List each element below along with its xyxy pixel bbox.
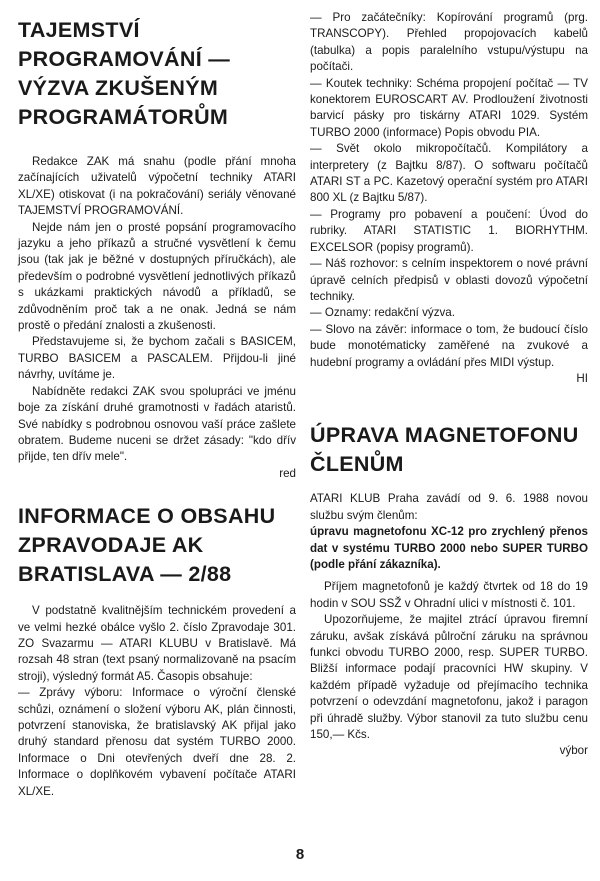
- article-list-item: — Zprávy výboru: Informace o výroční členské schůzi, oznámení o složení výboru AK, plán činnosti, potvrzení stanoviska, že bratislavský AK přijal jako druhý standard přenosu dat systém TURBO 2000. Informace o Dni otevřených dveří dne 28. 2. Informace o doplňkovém vybavení počítače ATARI XL/XE.: [18, 686, 296, 798]
- article-paragraph: Nabídněte redakci ZAK svou spolupráci ve jménu boje za získání druhé gramotnosti v řadách ataristů. Své nabídky s podrobnou osnovou vaší práce zašlete obratem. Budeme nuceni se držet zásady: "kdo dřív přijde, ten dřív mele".: [18, 384, 296, 464]
- article-list-item: — Pro začátečníky: Kopírování programů (prg. TRANSCOPY). Přehled propojovacích kabelů (tabulka) a popis paralelního vstupu/výstupu na počítači.: [310, 11, 588, 74]
- article-intro: ATARI KLUB Praha zavádí od 9. 6. 1988 novou službu svým členům:: [310, 492, 588, 522]
- left-column: [18, 16, 296, 800]
- page-number: 8: [295, 846, 305, 863]
- article-paragraph: Nejde nám jen o prosté popsání programovacího jazyku a jeho příkazů a stručné vysvětlení k čemu jsou (tak jak je běžné v dostupných příručkách), ale především o podrobné vysvětlení jednotlivých příkazů s ukázkami praktických návodů a příkladů, se zdůvodněním proč tak a ne onak. Jedná se nám prostě o předání znalosti a zkušenosti.: [18, 220, 296, 333]
- article-signature: výbor: [559, 744, 588, 758]
- article-title-informace: INFORMACE O OBSAHU ZPRAVODAJE AK BRATISLAVA — 2/88: [18, 504, 276, 587]
- article-paragraph: Představujeme si, že bychom začali s BASICEM, TURBO BASICEM a PASCALEM. Přijdou-li jiné návrhy, uvítáme je.: [18, 335, 296, 382]
- article-list-item: — Slovo na závěr: informace o tom, že budoucí číslo bude monotématicky zaměřené na zvukové a hudební programy a ovládání přes MIDI výstup.: [310, 322, 588, 369]
- article-list-item: — Programy pro pobavení a poučení: Úvod do rubriky. ATARI STATISTIC 1. BIORHYTHM. EXCELSOR (popisy programů).: [310, 207, 588, 254]
- article-bold-lead: úpravu magnetofonu XC-12 pro zrychlený přenos dat v systému TURBO 2000 nebo SUPER TURBO (podle přání zákazníka).: [310, 525, 588, 571]
- article-paragraph: Redakce ZAK má snahu (podle přání mnoha začínajících uživatelů výpočetní techniky ATARI XL/XE) otiskovat (i na pokračování) seriály věnované TAJEMSTVÍ PROGRAMOVÁNÍ.: [18, 155, 296, 218]
- article-list-item: — Svět okolo mikropočítačů. Kompilátory a interpretery (z Bajtku 8/87). O softwaru počítačů ATARI ST a PC. Kazetový operační systém pro ATARI 800 XL (z Bajtku 5/87).: [310, 142, 588, 205]
- article-paragraph: V podstatně kvalitnějším technickém provedení a ve velmi hezké obálce vyšlo 2. číslo Zpravodaje 301. ZO Svazarmu — ATARI KLUBU v Bratislavě. Má rozsah 48 stran (text psaný normalizovaně na psacím stroji), výsledný formát A5. Časopis obsahuje:: [18, 604, 296, 683]
- article-signature: HI: [576, 371, 588, 385]
- article-paragraph: Příjem magnetofonů je každý čtvrtek od 18 do 19 hodin v SOU SSŽ v Ohradní ulici v místnosti č. 101.: [310, 580, 588, 610]
- article-list-item: — Oznamy: redakční výzva.: [310, 306, 455, 320]
- article-list-item: — Náš rozhovor: s celním inspektorem o nové právní úpravě celních předpisů v oblasti dovozů výpočetní techniky.: [310, 257, 588, 303]
- article-title-uprava: ÚPRAVA MAGNETOFONU ČLENŮM: [310, 423, 579, 477]
- article-paragraph: Upozorňujeme, že majitel ztrácí úpravou firemní záruku, avšak získává půlroční záruku na správnou funkci obvodu TURBO 2000, resp. SUPER TURBO. Bližší informace podají pracovníci HW skupiny. V každém případě vyžaduje od přejímacího technika potvrzení o odevzdání magnetofonu, jakož i paragon při úhradě služby. Výbor stanovil za tuto službu cenu 150,— Kčs.: [310, 613, 588, 742]
- article-title-tajemstvi: TAJEMSTVÍ PROGRAMOVÁNÍ — VÝZVA ZKUŠENÝM PROGRAMÁTORŮM: [18, 18, 231, 129]
- right-column: [310, 10, 588, 760]
- article-list-item: — Koutek techniky: Schéma propojení počítač — TV konektorem EUROSCART AV. Prodloužení životnosti barvicí pásky pro tiskárny ATARI 1029. Systém TURBO 2000 (informace) Popis obvodu PIA.: [310, 76, 588, 139]
- article-signature: red: [279, 466, 296, 480]
